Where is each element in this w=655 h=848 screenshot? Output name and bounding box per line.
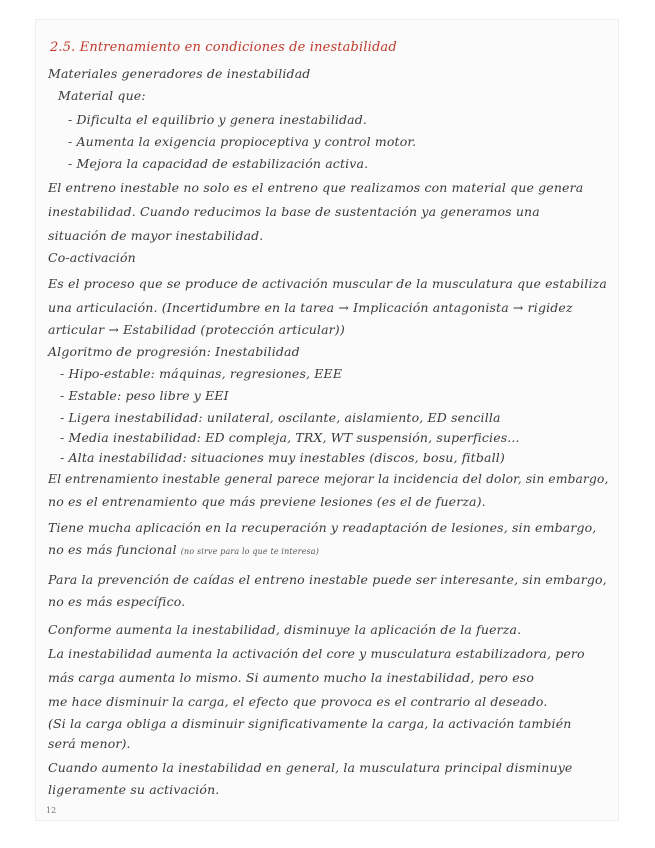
core-line: (Si la carga obliga a disminuir significativamente la carga, la activación también <box>48 716 572 731</box>
algoritmo-heading: Algoritmo de progresión: Inestabilidad <box>48 344 300 359</box>
material-bullet: - Mejora la capacidad de estabilización activa. <box>68 156 369 171</box>
coactivacion-line: una articulación. (Incertidumbre en la tarea → Implicación antagonista → rigidez <box>48 300 573 315</box>
readaptacion-note: (no sirve para lo que te interesa) <box>180 547 319 556</box>
prevencion-line: Para la prevención de caídas el entreno inestable puede ser interesante, sin embargo, <box>48 572 607 587</box>
coactivacion-line: articular → Estabilidad (protección articular)) <box>48 322 345 337</box>
materiales-heading: Materiales generadores de inestabilidad <box>48 66 311 81</box>
material-que: Material que: <box>58 88 146 103</box>
final-line: ligeramente su activación. <box>48 782 220 797</box>
notebook-page <box>36 20 618 820</box>
coactivacion-heading: Co-activación <box>48 250 136 265</box>
algoritmo-item: - Media inestabilidad: ED compleja, TRX, WT suspensión, superficies... <box>60 430 520 445</box>
conforme-line: Conforme aumenta la inestabilidad, disminuye la aplicación de la fuerza. <box>48 622 522 637</box>
page-number: 12 <box>46 806 57 815</box>
algoritmo-item: - Alta inestabilidad: situaciones muy inestables (discos, bosu, fitball) <box>60 450 505 465</box>
algoritmo-item: - Estable: peso libre y EEI <box>60 388 229 403</box>
entreno-line: El entreno inestable no solo es el entreno que realizamos con material que genera <box>48 180 584 195</box>
final-line: Cuando aumento la inestabilidad en general, la musculatura principal disminuye <box>48 760 573 775</box>
entreno-line: situación de mayor inestabilidad. <box>48 228 264 243</box>
coactivacion-line: Es el proceso que se produce de activación muscular de la musculatura que estabiliza <box>48 276 607 291</box>
general-line: El entrenamiento inestable general parece mejorar la incidencia del dolor, sin embargo, <box>48 472 609 486</box>
page-title: 2.5. Entrenamiento en condiciones de inestabilidad <box>50 40 397 55</box>
general-line: no es el entrenamiento que más previene lesiones (es el de fuerza). <box>48 494 486 509</box>
core-line: La inestabilidad aumenta la activación del core y musculatura estabilizadora, pero <box>48 646 585 661</box>
core-line: me hace disminuir la carga, el efecto que provoca es el contrario al deseado. <box>48 694 548 709</box>
core-line: será menor). <box>48 736 131 751</box>
algoritmo-item: - Ligera inestabilidad: unilateral, oscilante, aislamiento, ED sencilla <box>60 410 501 425</box>
prevencion-line: no es más específico. <box>48 594 186 609</box>
material-bullet: - Dificulta el equilibrio y genera inestabilidad. <box>68 112 368 127</box>
material-bullet: - Aumenta la exigencia propioceptiva y control motor. <box>68 134 417 149</box>
readaptacion-line-2 <box>48 542 319 557</box>
core-line: más carga aumenta lo mismo. Si aumento mucho la inestabilidad, pero eso <box>48 670 535 685</box>
entreno-line: inestabilidad. Cuando reducimos la base de sustentación ya generamos una <box>48 204 540 219</box>
algoritmo-item: - Hipo-estable: máquinas, regresiones, EEE <box>60 366 343 381</box>
readaptacion-text: no es más funcional <box>48 542 177 557</box>
readaptacion-line: Tiene mucha aplicación en la recuperación y readaptación de lesiones, sin embargo, <box>48 520 597 535</box>
